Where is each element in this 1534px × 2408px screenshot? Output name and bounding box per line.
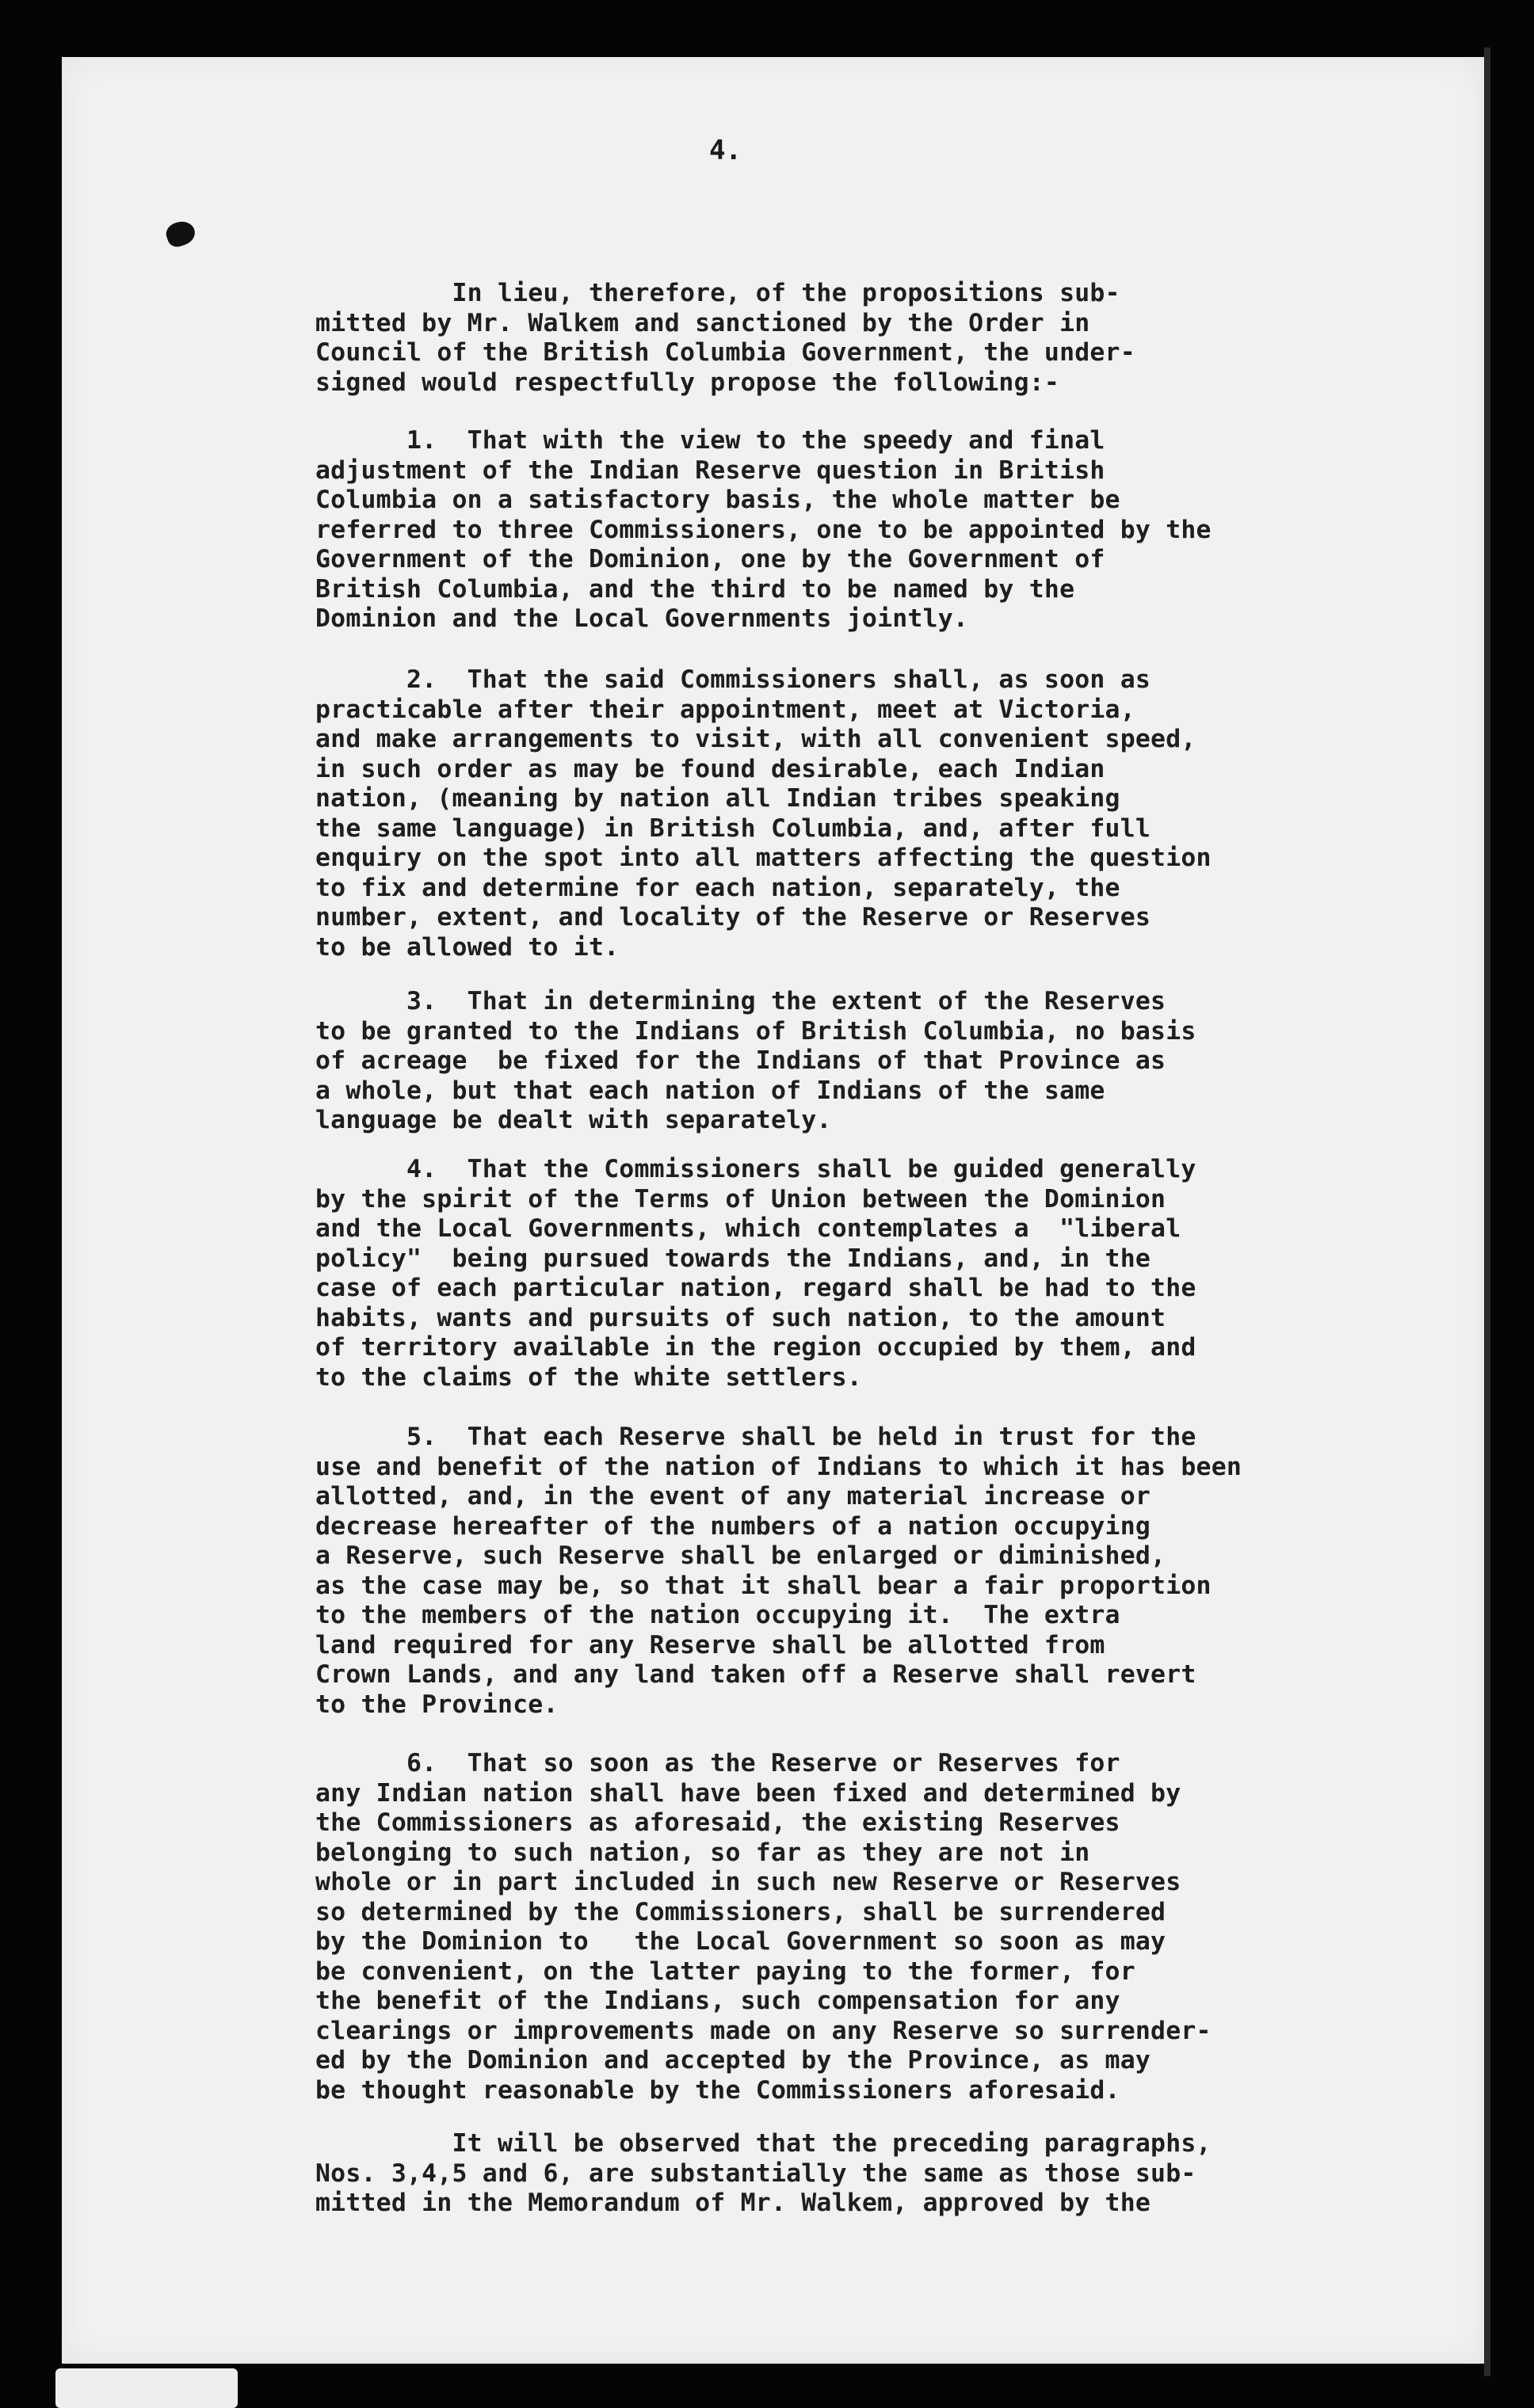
text-line: case of each particular nation, regard shall be had to the bbox=[315, 1274, 1196, 1302]
text-line: by the spirit of the Terms of Union between the Dominion bbox=[315, 1184, 1166, 1214]
text-line: as the case may be, so that it shall bear a fair proportion bbox=[315, 1571, 1212, 1600]
text-line: adjustment of the Indian Reserve question in British bbox=[315, 455, 1105, 485]
text-line: any Indian nation shall have been fixed and determined by bbox=[315, 1778, 1181, 1808]
text-line: British Columbia, and the third to be named by the bbox=[315, 574, 1075, 604]
text-line: whole or in part included in such new Reserve or Reserves bbox=[315, 1868, 1181, 1896]
text-line: Council of the British Columbia Government, the under- bbox=[315, 338, 1135, 367]
text-line: 5. That each Reserve shall be held in trust for the bbox=[315, 1423, 1196, 1451]
text-line: of acreage be fixed for the Indians of that Province as bbox=[315, 1046, 1166, 1075]
text-line: Crown Lands, and any land taken off a Reserve shall revert bbox=[315, 1660, 1196, 1689]
text-line: mitted in the Memorandum of Mr. Walkem, approved by the bbox=[315, 2189, 1151, 2217]
text-line: use and benefit of the nation of Indians to which it has been bbox=[315, 1452, 1242, 1481]
text-line: 2. That the said Commissioners shall, as soon as bbox=[315, 665, 1151, 694]
text-line: to fix and determine for each nation, separately, the bbox=[315, 873, 1120, 902]
text-line: It will be observed that the preceding paragraphs, bbox=[315, 2129, 1212, 2158]
text-line: decrease hereafter of the numbers of a nation occupying bbox=[315, 1511, 1151, 1541]
text-line: policy" being pursued towards the Indians, and, in the bbox=[315, 1244, 1151, 1273]
page-edge bbox=[1484, 48, 1490, 2376]
text-line: to the claims of the white settlers. bbox=[315, 1362, 862, 1392]
paragraph-closing bbox=[315, 2129, 1441, 2219]
text-line: a Reserve, such Reserve shall be enlarged or diminished, bbox=[315, 1541, 1166, 1570]
text-line: to be allowed to it. bbox=[315, 932, 620, 962]
text-line: nation, (meaning by nation all Indian tribes speaking bbox=[315, 784, 1120, 813]
text-line: the Commissioners as aforesaid, the existing Reserves bbox=[315, 1808, 1120, 1837]
film-frame-tab bbox=[55, 2368, 238, 2408]
paragraph-2 bbox=[315, 665, 1441, 962]
paragraph-3 bbox=[315, 987, 1441, 1136]
text-line: so determined by the Commissioners, shall be surrendered bbox=[315, 1897, 1166, 1926]
text-line: allotted, and, in the event of any material increase or bbox=[315, 1482, 1151, 1511]
text-line: be thought reasonable by the Commissioners aforesaid. bbox=[315, 2075, 1120, 2105]
text-line: In lieu, therefore, of the propositions sub- bbox=[315, 279, 1120, 307]
text-line: Dominion and the Local Governments jointly. bbox=[315, 604, 969, 633]
text-line: enquiry on the spot into all matters affecting the question bbox=[315, 844, 1212, 872]
text-line: Nos. 3,4,5 and 6, are substantially the same as those sub- bbox=[315, 2158, 1196, 2188]
text-line: and the Local Governments, which contemplates a "liberal bbox=[315, 1214, 1181, 1243]
text-line: to be granted to the Indians of British Columbia, no basis bbox=[315, 1016, 1196, 1046]
text-line: land required for any Reserve shall be allotted from bbox=[315, 1630, 1105, 1659]
text-line: be convenient, on the latter paying to the former, for bbox=[315, 1956, 1135, 1986]
text-line: ed by the Dominion and accepted by the Province, as may bbox=[315, 2046, 1151, 2075]
text-line: a whole, but that each nation of Indians of the same bbox=[315, 1076, 1105, 1105]
text-line: 1. That with the view to the speedy and final bbox=[315, 426, 1105, 455]
text-line: language be dealt with separately. bbox=[315, 1106, 832, 1134]
text-line: the same language) in British Columbia, and, after full bbox=[315, 813, 1151, 843]
text-line: number, extent, and locality of the Reserve or Reserves bbox=[315, 903, 1151, 932]
text-line: to the members of the nation occupying it. The extra bbox=[315, 1601, 1120, 1629]
text-line: 3. That in determining the extent of the Reserves bbox=[315, 987, 1166, 1015]
text-line: habits, wants and pursuits of such nation, to the amount bbox=[315, 1303, 1166, 1332]
paragraph-intro bbox=[315, 279, 1441, 398]
text-line: 4. That the Commissioners shall be guided generally bbox=[315, 1155, 1196, 1183]
text-line: of territory available in the region occupied by them, and bbox=[315, 1333, 1196, 1362]
page-number: 4. bbox=[709, 135, 742, 166]
paragraph-4 bbox=[315, 1155, 1441, 1393]
text-line: mitted by Mr. Walkem and sanctioned by the Order in bbox=[315, 308, 1090, 337]
text-line: practicable after their appointment, meet at Victoria, bbox=[315, 695, 1135, 724]
text-line: by the Dominion to the Local Government so soon as may bbox=[315, 1927, 1166, 1956]
text-line: 6. That so soon as the Reserve or Reserves for bbox=[315, 1749, 1120, 1777]
text-line: signed would respectfully propose the following:- bbox=[315, 368, 1060, 397]
text-line: and make arrangements to visit, with all convenient speed, bbox=[315, 725, 1196, 753]
paragraph-6 bbox=[315, 1749, 1441, 2105]
text-line: clearings or improvements made on any Reserve so surrender- bbox=[315, 2016, 1212, 2045]
text-line: referred to three Commissioners, one to be appointed by the bbox=[315, 515, 1212, 544]
text-line: Government of the Dominion, one by the Government of bbox=[315, 545, 1105, 573]
paragraph-5 bbox=[315, 1423, 1441, 1720]
text-line: Columbia on a satisfactory basis, the whole matter be bbox=[315, 486, 1120, 514]
paragraph-1 bbox=[315, 426, 1441, 634]
text-line: belonging to such nation, so far as they are not in bbox=[315, 1838, 1090, 1867]
text-line: in such order as may be found desirable, each Indian bbox=[315, 754, 1105, 783]
text-line: to the Province. bbox=[315, 1690, 559, 1719]
text-line: the benefit of the Indians, such compensation for any bbox=[315, 1987, 1120, 2015]
